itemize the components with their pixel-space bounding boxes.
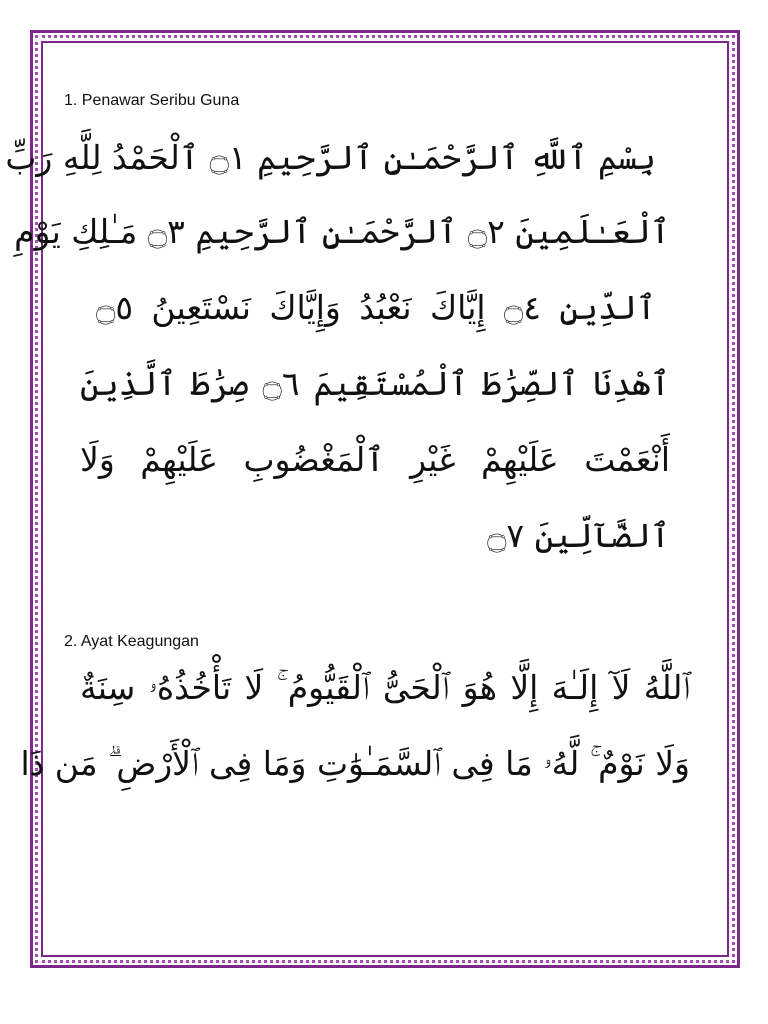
arabic-line-1: بِسْمِ ٱللَّهِ ٱلرَّحْمَـٰنِ ٱلرَّحِيمِ ۝١ ٱلْحَمْدُ لِلَّهِ رَبِّ xyxy=(5,138,656,177)
arabic-line-7: ٱللَّهُ لَآ إِلَـٰهَ إِلَّا هُوَ ٱلْحَىُّ ٱلْقَيُّومُ ۚ لَا تَأْخُذُهُۥ سِنَةٌ xyxy=(80,668,690,707)
arabic-line-4: ٱهْدِنَا ٱلصِّرَٰطَ ٱلْمُسْتَقِيمَ ۝٦ صِرَٰطَ ٱلَّذِينَ xyxy=(80,364,670,403)
arabic-line-3: ٱلدِّينِ ۝٤ إِيَّاكَ نَعْبُدُ وَإِيَّاكَ نَسْتَعِينُ ۝٥ xyxy=(96,288,656,327)
arabic-line-2: ٱلْعَـٰلَمِينَ ۝٢ ٱلرَّحْمَـٰنِ ٱلرَّحِيمِ ۝٣ مَـٰلِكِ يَوْمِ xyxy=(14,212,670,251)
arabic-line-5: أَنْعَمْتَ عَلَيْهِمْ غَيْرِ ٱلْمَغْضُوبِ عَلَيْهِمْ وَلَا xyxy=(80,440,670,479)
arabic-line-6: ٱلضَّآلِّينَ ۝٧ xyxy=(487,516,670,555)
heading-ayat-keagungan: 2. Ayat Keagungan xyxy=(64,633,199,650)
inner-border xyxy=(5,41,729,957)
heading-penawar: 1. Penawar Seribu Guna xyxy=(64,92,240,109)
arabic-line-8: وَلَا نَوْمٌ ۚ لَّهُۥ مَا فِى ٱلسَّمَـٰوَٰتِ وَمَا فِى ٱلْأَرْضِ ۗ مَن ذَا xyxy=(20,744,690,783)
